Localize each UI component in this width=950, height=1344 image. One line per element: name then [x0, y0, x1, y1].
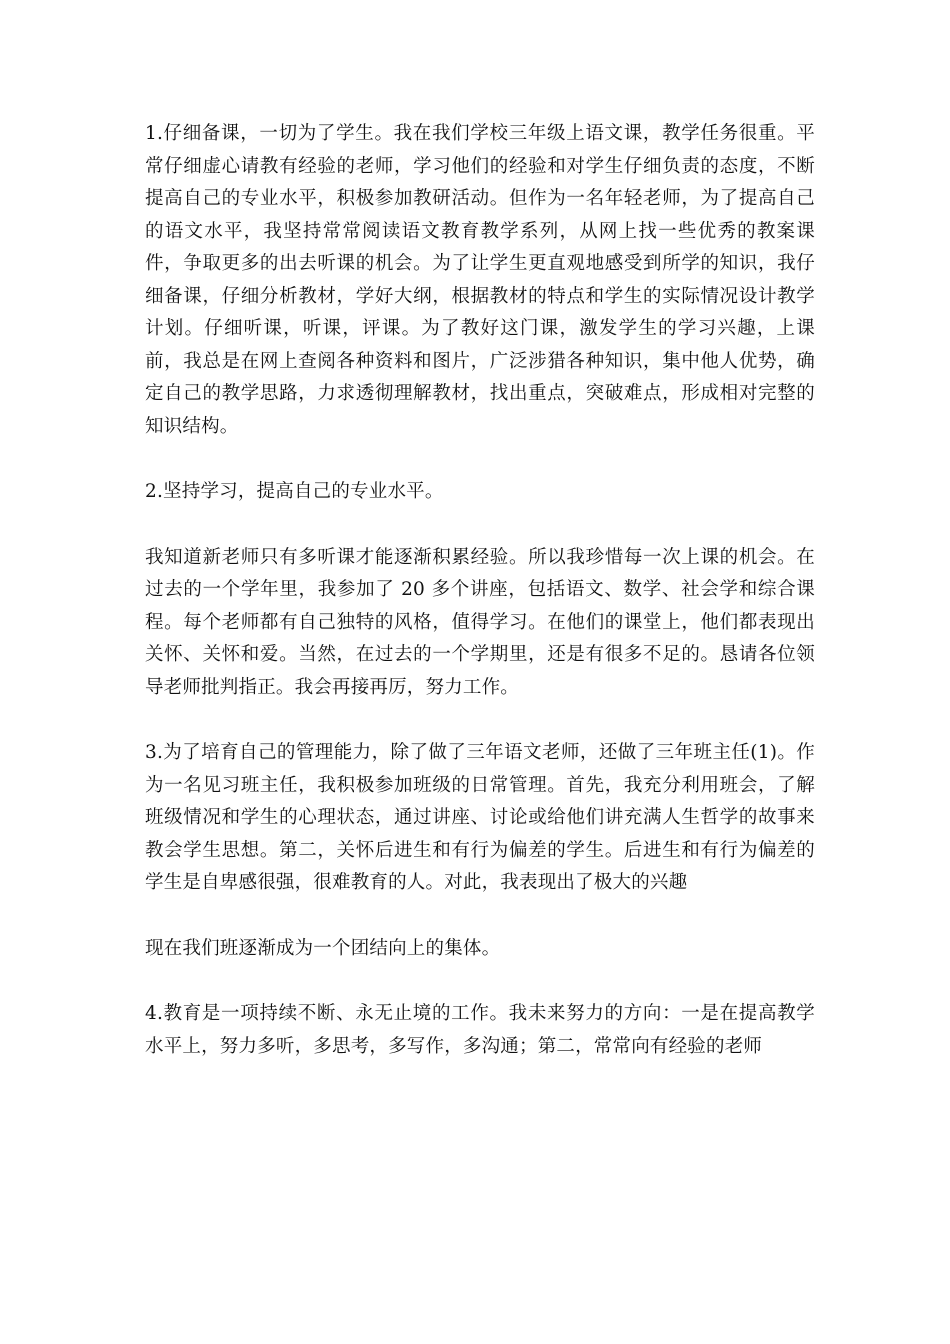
- paragraph-4: 3.为了培育自己的管理能力，除了做了三年语文老师，还做了三年班主任(1)。作为一名见习班主任，我积极参加班级的日常管理。首先，我充分利用班会，了解班级情况和学生的心理状态，通过讲座、讨论或给他们讲充满人生哲学的故事来教会学生思想。第二，关怀后进生和有行为偏差的学生。后进生和有行为偏差的学生是自卑感很强，很难教育的人。对此，我表现出了极大的兴趣: [145, 742, 815, 893]
- paragraph-2-heading: 2.坚持学习，提高自己的专业水平。: [145, 481, 444, 502]
- paragraph-5: 现在我们班逐渐成为一个团结向上的集体。: [145, 937, 501, 959]
- paragraph-3: 我知道新老师只有多听课才能逐渐积累经验。所以我珍惜每一次上课的机会。在过去的一个学年里，我参加了 20 多个讲座，包括语文、数学、社会学和综合课程。每个老师都有自己独特的风格，值得学习。在他们的课堂上，他们都表现出关怀、关怀和爱。当然，在过去的一个学期里，还是有很多不足的。恳请各位领导老师批判指正。我会再接再厉，努力工作。: [145, 546, 815, 698]
- paragraph-1: 1.仔细备课，一切为了学生。我在我们学校三年级上语文课，教学任务很重。平常仔细虚心请教有经验的老师，学习他们的经验和对学生仔细负责的态度，不断提高自己的专业水平，积极参加教研活动。但作为一名年轻老师，为了提高自己的语文水平，我坚持常常阅读语文教育教学系列，从网上找一些优秀的教案课件，争取更多的出去听课的机会。为了让学生更直观地感受到所学的知识，我仔细备课，仔细分析教材，学好大纲，根据教材的特点和学生的实际情况设计教学计划。仔细听课，听课，评课。为了教好这门课，激发学生的学习兴趣，上课前，我总是在网上查阅各种资料和图片，广泛涉猎各种知识，集中他人优势，确定自己的教学思路，力求透彻理解教材，找出重点，突破难点，形成相对完整的知识结构。: [145, 123, 815, 437]
- document-body: [145, 118, 815, 1063]
- paragraph-6: 4.教育是一项持续不断、永无止境的工作。我未来努力的方向：一是在提高教学水平上，努力多听，多思考，多写作，多沟通；第二，常常向有经验的老师: [145, 1003, 815, 1057]
